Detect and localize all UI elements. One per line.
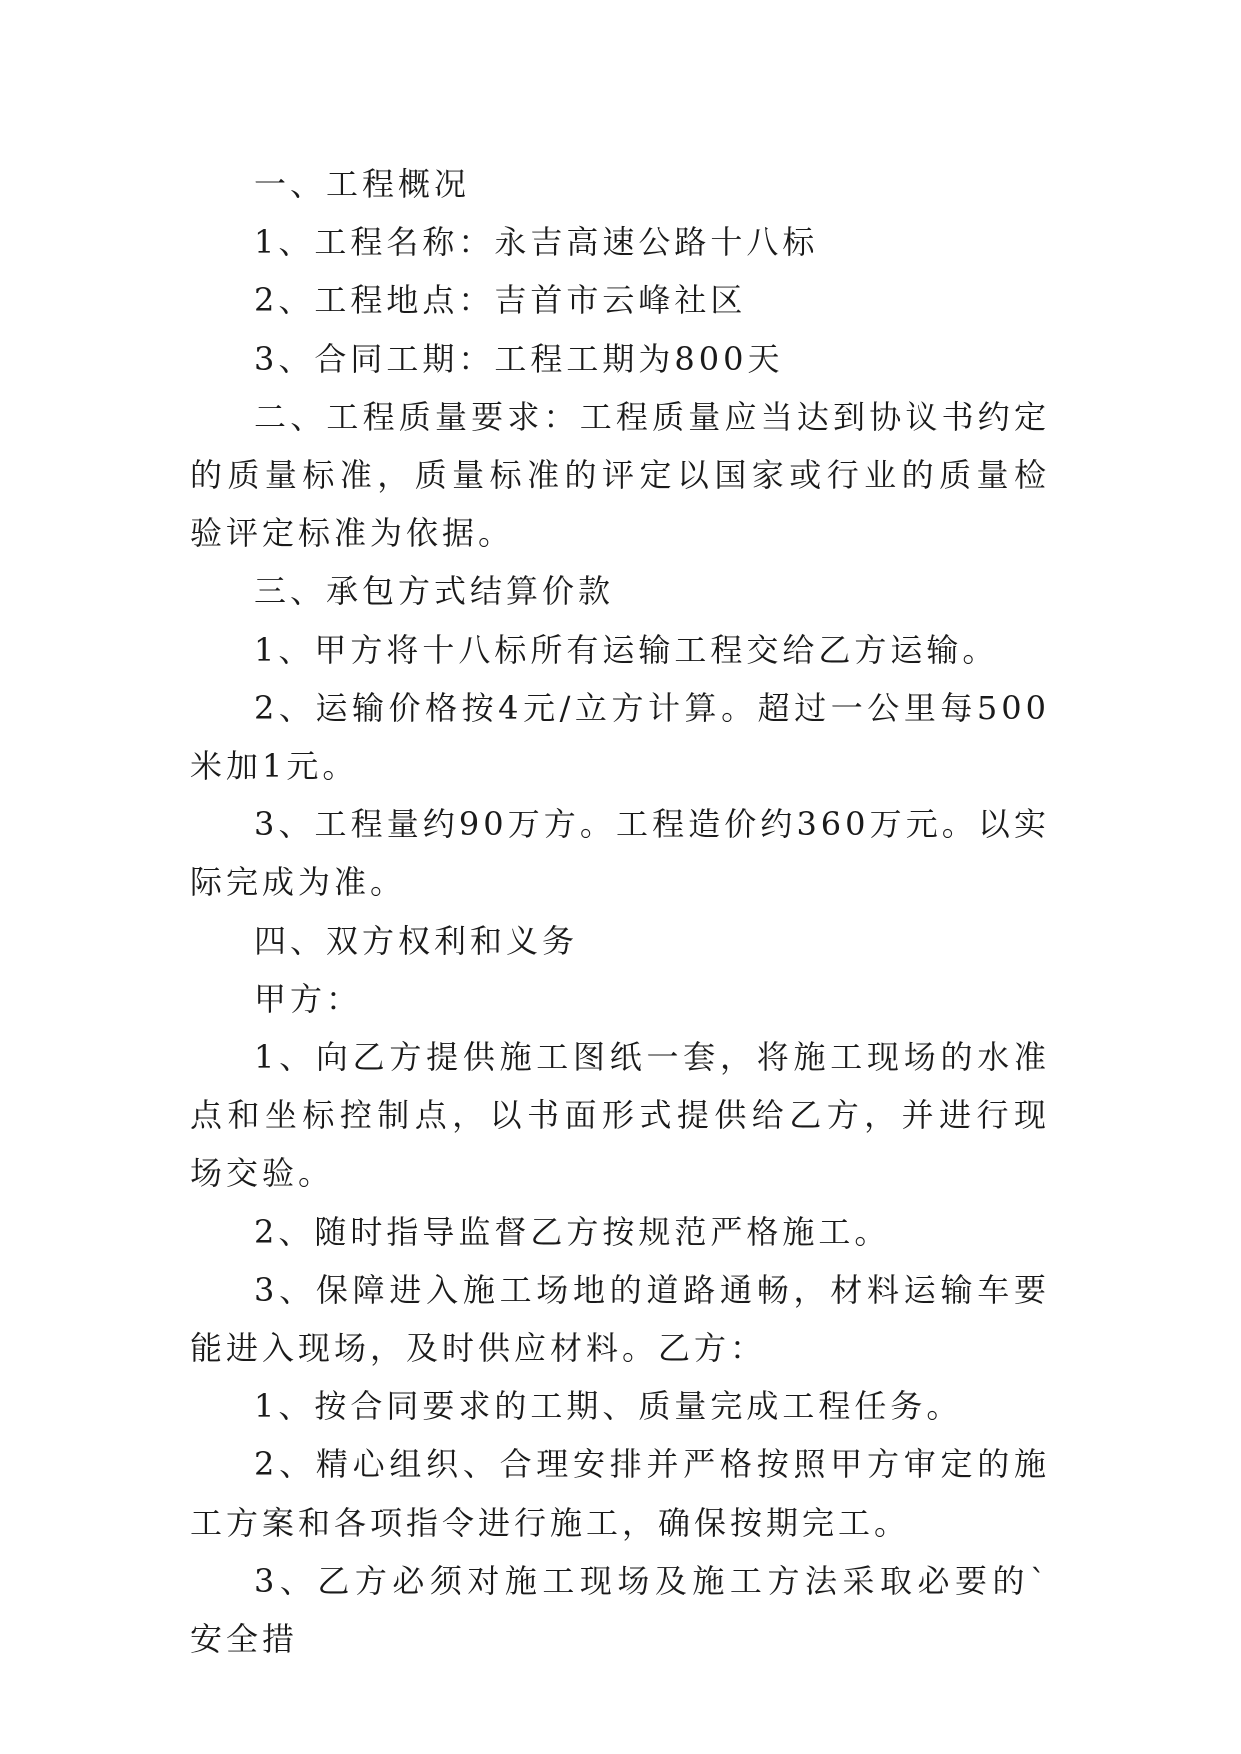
heading-rights-obligations: 四、双方权利和义务 [254,921,579,960]
quality-requirements-paragraph: 二、工程质量要求：工程质量应当达到协议书约定的质量标准，质量标准的评定以国家或行业的质量检验评定标准为依据。 [190,397,1050,553]
contract-period-line: 3、合同工期：工程工期为800天 [254,339,784,378]
project-location-line: 2、工程地点：吉首市云峰社区 [254,281,747,320]
party-a-label: 甲方： [254,979,363,1018]
project-name-line: 1、工程名称：永吉高速公路十八标 [254,223,819,262]
party-a-item-1: 1、向乙方提供施工图纸一套，将施工现场的水准点和坐标控制点，以书面形式提供给乙方，并进行现场交验。 [190,1038,1050,1193]
settlement-item-3: 3、工程量约90万方。工程造价约360万元。以实际完成为准。 [190,805,1050,902]
heading-project-overview: 一、工程概况 [254,165,471,203]
document-body [190,155,1050,1668]
party-b-item-2: 2、精心组织、合理安排并严格按照甲方审定的施工方案和各项指令进行施工，确保按期完工。 [190,1445,1050,1542]
party-b-item-1: 1、按合同要求的工期、质量完成工程任务。 [254,1387,963,1426]
party-a-item-3: 3、保障进入施工场地的道路通畅，材料运输车要能进入现场，及时供应材料。乙方： [190,1270,1050,1368]
party-b-item-3: 3、乙方必须对施工现场及施工方法采取必要的`安全措 [190,1561,1050,1659]
settlement-item-2: 2、运输价格按4元/立方计算。超过一公里每500米加1元。 [190,688,1050,786]
party-a-item-2: 2、随时指导监督乙方按规范严格施工。 [254,1212,891,1251]
settlement-item-1: 1、甲方将十八标所有运输工程交给乙方运输。 [254,630,999,669]
heading-contract-settlement: 三、承包方式结算价款 [254,572,615,611]
